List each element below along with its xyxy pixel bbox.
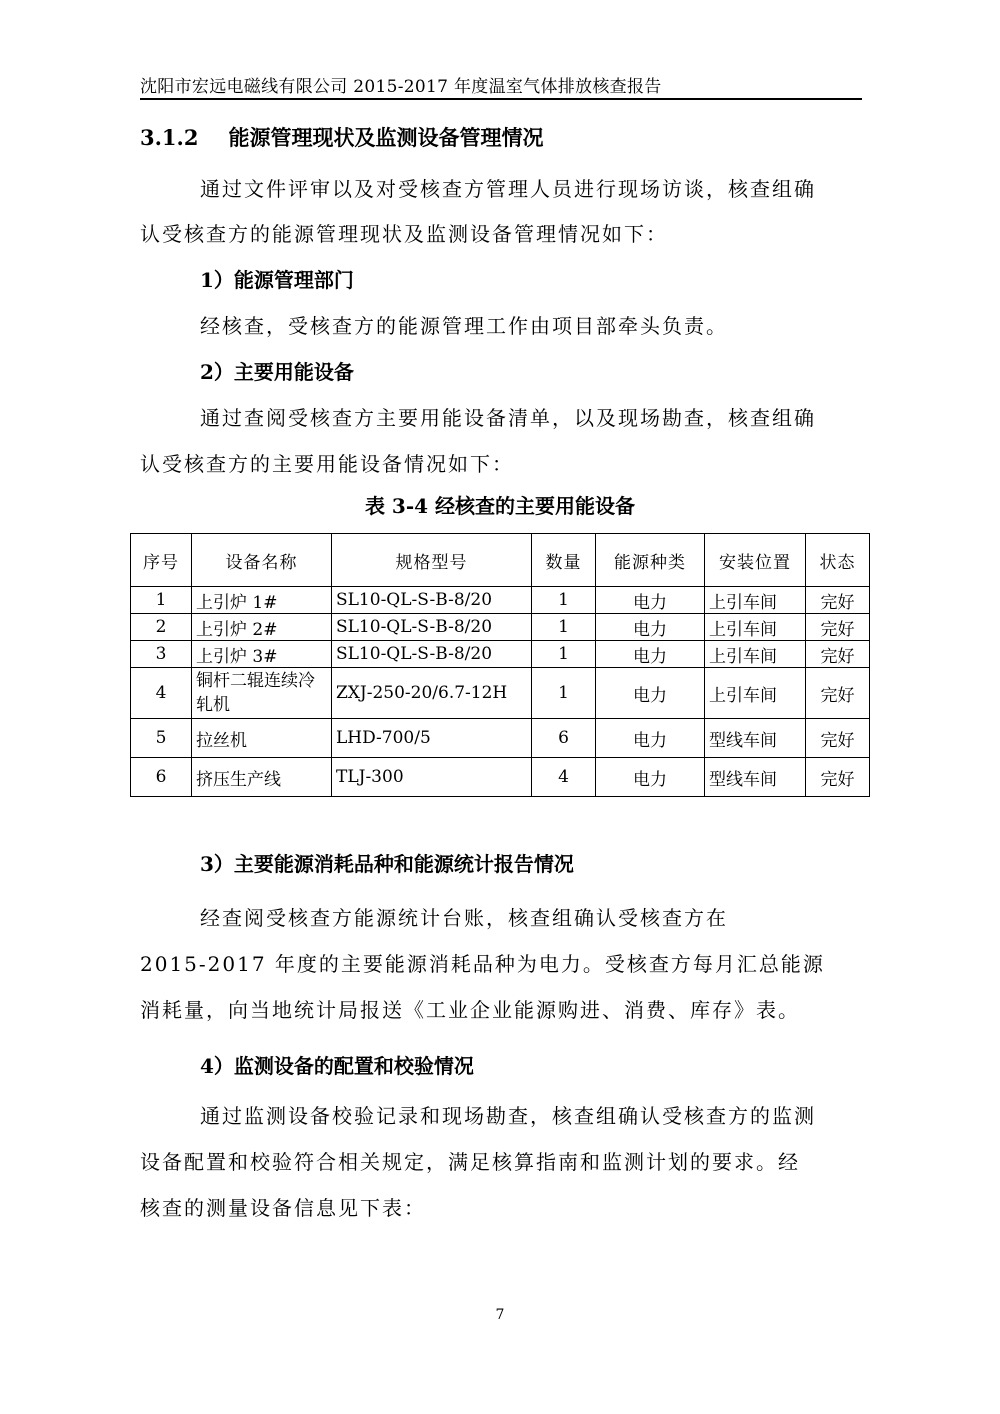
column-header: 数量 xyxy=(532,534,596,587)
equipment-table xyxy=(130,533,870,797)
table-cell: 上引炉 1# xyxy=(192,587,332,614)
table-cell: 6 xyxy=(532,719,596,758)
table-cell: 完好 xyxy=(806,587,870,614)
page-number: 7 xyxy=(495,1307,505,1323)
intro-line-1: 通过文件评审以及对受核查方管理人员进行现场访谈，核查组确 xyxy=(200,177,816,201)
monitoring-line-2: 设备配置和校验符合相关规定，满足核算指南和监测计划的要求。经 xyxy=(140,1150,800,1174)
table-cell: 型线车间 xyxy=(705,758,806,797)
table-cell: 电力 xyxy=(596,614,705,641)
table-cell: SL10-QL-S-B-8/20 xyxy=(332,614,532,641)
subheading-energy-consumption: 3）主要能源消耗品种和能源统计报告情况 xyxy=(200,852,574,876)
table-cell: 完好 xyxy=(806,641,870,668)
subheading-monitoring-equipment: 4）监测设备的配置和校验情况 xyxy=(200,1054,474,1078)
consumption-line-1: 经查阅受核查方能源统计台账，核查组确认受核查方在 xyxy=(200,906,728,930)
table-cell: 5 xyxy=(131,719,192,758)
table-cell: 完好 xyxy=(806,758,870,797)
table-cell: 铜杆二辊连续冷轧机 xyxy=(192,668,332,719)
equipment-intro-line-2: 认受核查方的主要用能设备情况如下： xyxy=(140,452,514,476)
table-cell: 1 xyxy=(131,587,192,614)
table-cell: 上引车间 xyxy=(705,587,806,614)
monitoring-line-1: 通过监测设备校验记录和现场勘查，核查组确认受核查方的监测 xyxy=(200,1104,816,1128)
subheading-main-equipment: 2）主要用能设备 xyxy=(200,360,354,384)
monitoring-line-3: 核查的测量设备信息见下表： xyxy=(140,1196,426,1220)
consumption-line-3: 消耗量，向当地统计局报送《工业企业能源购进、消费、库存》表。 xyxy=(140,998,800,1022)
table-cell: 上引车间 xyxy=(705,641,806,668)
intro-line-2: 认受核查方的能源管理现状及监测设备管理情况如下： xyxy=(140,222,668,246)
energy-dept-text: 经核查，受核查方的能源管理工作由项目部牵头负责。 xyxy=(200,314,728,338)
table-cell: SL10-QL-S-B-8/20 xyxy=(332,641,532,668)
table-row xyxy=(131,719,870,758)
table-cell: 电力 xyxy=(596,719,705,758)
table-cell: 2 xyxy=(131,614,192,641)
table-cell: 1 xyxy=(532,614,596,641)
table-cell: 上引车间 xyxy=(705,614,806,641)
column-header: 安装位置 xyxy=(705,534,806,587)
table-cell: 1 xyxy=(532,668,596,719)
table-cell: TLJ-300 xyxy=(332,758,532,797)
column-header: 序号 xyxy=(131,534,192,587)
table-cell: 上引炉 2# xyxy=(192,614,332,641)
table-cell: 上引车间 xyxy=(705,668,806,719)
column-header: 能源种类 xyxy=(596,534,705,587)
table-caption: 表 3-4 经核查的主要用能设备 xyxy=(364,494,636,518)
page-header: 沈阳市宏远电磁线有限公司 2015-2017 年度温室气体排放核查报告 xyxy=(140,77,662,97)
table-cell: 电力 xyxy=(596,758,705,797)
table-cell: 完好 xyxy=(806,719,870,758)
equipment-intro-line-1: 通过查阅受核查方主要用能设备清单，以及现场勘查，核查组确 xyxy=(200,406,816,430)
header-rule xyxy=(140,98,862,100)
table-cell: 3 xyxy=(131,641,192,668)
column-header: 状态 xyxy=(806,534,870,587)
table-cell: 挤压生产线 xyxy=(192,758,332,797)
table-cell: LHD-700/5 xyxy=(332,719,532,758)
table-row xyxy=(131,614,870,641)
table-cell: 电力 xyxy=(596,668,705,719)
table-cell: 拉丝机 xyxy=(192,719,332,758)
section-number: 3.1.2 xyxy=(140,125,199,150)
table-row xyxy=(131,587,870,614)
table-header-row xyxy=(131,534,870,587)
section-heading xyxy=(140,122,543,152)
table-row xyxy=(131,641,870,668)
table-cell: 电力 xyxy=(596,641,705,668)
table-cell: 型线车间 xyxy=(705,719,806,758)
table-cell: 完好 xyxy=(806,668,870,719)
section-title: 能源管理现状及监测设备管理情况 xyxy=(228,125,544,150)
table-cell: 4 xyxy=(131,668,192,719)
table-row xyxy=(131,668,870,719)
table-cell: 6 xyxy=(131,758,192,797)
table-cell: 4 xyxy=(532,758,596,797)
table-cell: 1 xyxy=(532,641,596,668)
table-cell: 1 xyxy=(532,587,596,614)
subheading-energy-management-dept: 1）能源管理部门 xyxy=(200,268,354,292)
table-cell: 电力 xyxy=(596,587,705,614)
table-cell: 上引炉 3# xyxy=(192,641,332,668)
table-row xyxy=(131,758,870,797)
column-header: 设备名称 xyxy=(192,534,332,587)
table-cell: ZXJ-250-20/6.7-12H xyxy=(332,668,532,719)
table-cell: SL10-QL-S-B-8/20 xyxy=(332,587,532,614)
column-header: 规格型号 xyxy=(332,534,532,587)
table-cell: 完好 xyxy=(806,614,870,641)
consumption-line-2: 2015-2017 年度的主要能源消耗品种为电力。受核查方每月汇总能源 xyxy=(140,952,825,976)
